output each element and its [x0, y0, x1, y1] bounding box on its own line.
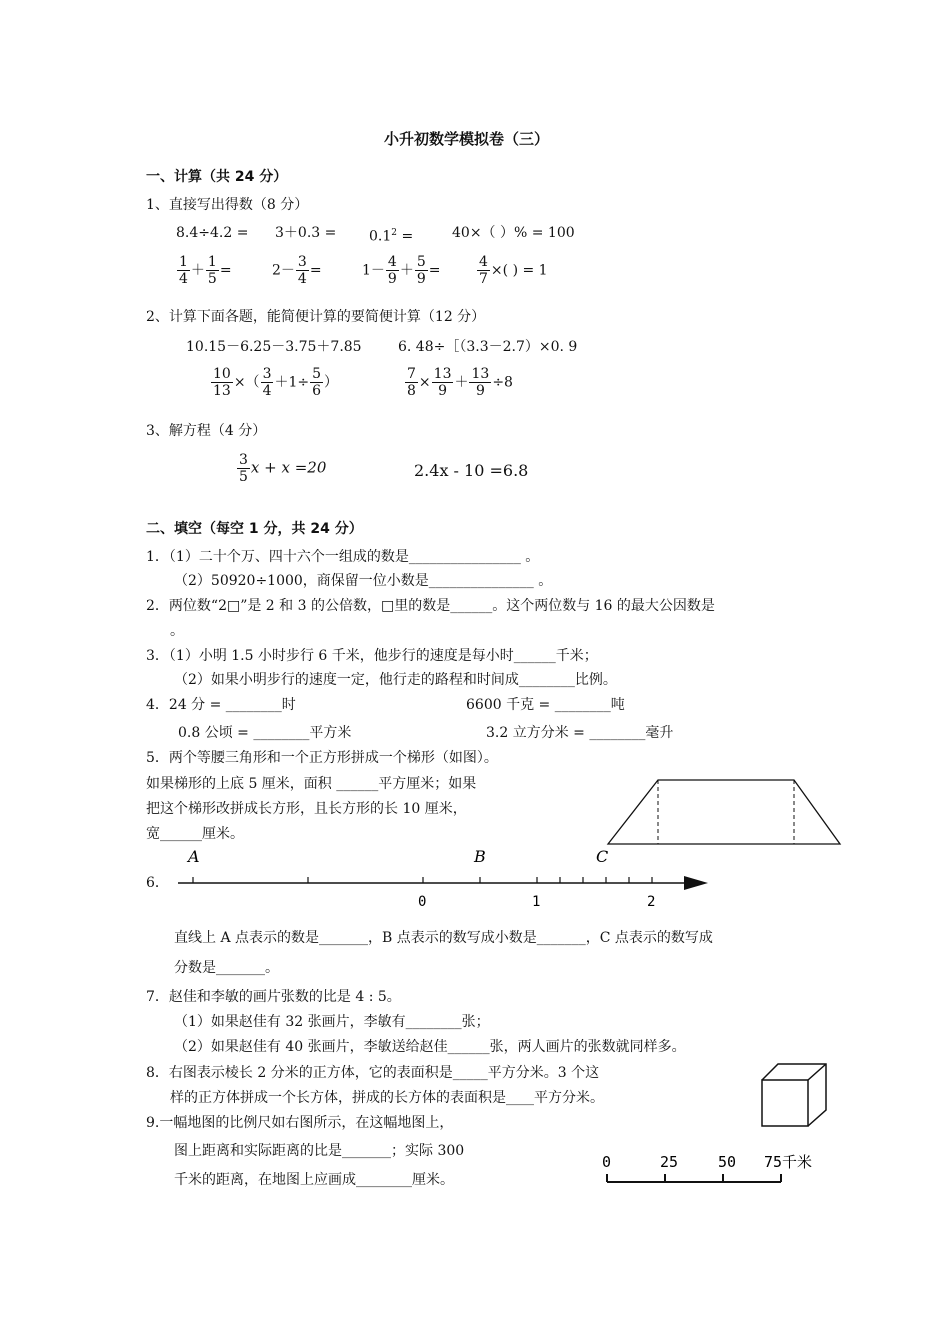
s2-line-17: 分数是_______。 — [174, 960, 279, 976]
scale-label-25: 25 — [660, 1153, 679, 1171]
s2-line-23: 9.一幅地图的比例尺如右图所示，在这幅地图上， — [146, 1115, 454, 1131]
q3-label: 3、解方程（4 分） — [146, 423, 267, 439]
s2-line-16: 直线上 A 点表示的数是_______，B 点表示的数写成小数是_______，C 点表示的数写成 — [174, 930, 713, 946]
s2-line-9: 0.8 公顷 = ________平方米 — [178, 725, 352, 741]
q2-e1: 10.15－6.25－3.75＋7.85 — [186, 339, 362, 355]
s2-line-8: 6600 千克 = ________吨 — [466, 697, 625, 713]
q1-label: 1、直接写出得数（8 分） — [146, 197, 309, 213]
s2-line-24: 图上距离和实际距离的比是_______；实际 300 — [174, 1143, 465, 1159]
s2-line-14: 宽______厘米。 — [146, 826, 244, 842]
section-1-heading: 一、计算（共 24 分） — [146, 169, 288, 185]
q2-label: 2、计算下面各题，能简便计算的要简便计算（12 分） — [146, 309, 486, 325]
q3-eq1: $\frac{3}{5}$ x + x =20 — [239, 452, 327, 485]
s2-line-5: 3．（1）小明 1.5 小时步行 6 千米，他步行的速度是每小时______千米； — [146, 648, 598, 664]
scale-label-75: 75千米 — [764, 1153, 813, 1171]
label-C: C — [596, 847, 609, 866]
scale-bar — [596, 1148, 836, 1188]
scale-label-0: 0 — [602, 1153, 612, 1171]
number-line — [170, 846, 715, 912]
s2-line-3: 2．两位数“2□”是 2 和 3 的公倍数，□里的数是______。这个两位数与 16 的最大公因数是 — [146, 598, 715, 614]
q1-r1-d: 40×（ ）% = 100 — [452, 225, 575, 241]
q1-r2-d: $\frac{4}{7}$ ×( ) = 1 — [479, 254, 548, 287]
s2-line-11: 5．两个等腰三角形和一个正方形拼成一个梯形（如图）。 — [146, 750, 498, 766]
s2-line-10: 3.2 立方分米 = ________毫升 — [486, 725, 674, 741]
s2-line-20: （2）如果赵佳有 40 张画片，李敏送给赵佳______张，两人画片的张数就同样多。 — [174, 1039, 686, 1055]
scale-label-50: 50 — [718, 1153, 737, 1171]
section-2-heading: 二、填空（每空 1 分，共 24 分） — [146, 521, 363, 537]
tick-label-2: 2 — [647, 894, 656, 910]
s2-line-13: 把这个梯形改拼成长方形，且长方形的长 10 厘米， — [146, 801, 467, 817]
s2-line-4: 。 — [170, 623, 184, 639]
s2-line-15: 6． — [146, 875, 169, 891]
s2-line-22: 样的正方体拼成一个长方体，拼成的长方体的表面积是____平方分米。 — [170, 1090, 604, 1106]
page-title: 小升初数学模拟卷（三） — [384, 130, 550, 148]
trapezoid-outline — [608, 780, 840, 844]
q1-r2-c: 1－ $\frac{4}{9}$ ＋ $\frac{5}{9}$ = — [362, 254, 441, 287]
q1-r1-b: 3＋0.3 = — [275, 225, 337, 241]
q1-r1-a: 8.4÷4.2 = — [176, 225, 249, 241]
q2-e2: 6. 48÷［（3.3－2.7）×0. 9 — [398, 339, 578, 355]
label-B: B — [474, 847, 486, 866]
axis-ticks — [193, 877, 652, 883]
s2-line-12: 如果梯形的上底 5 厘米，面积 ______平方厘米；如果 — [146, 776, 477, 792]
q1-r2-b: 2－ $\frac{3}{4}$ = — [272, 254, 322, 287]
s2-line-18: 7．赵佳和李敏的画片张数的比是 4 : 5。 — [146, 989, 401, 1005]
q3-eq2: 2.4x - 10 =6.8 — [414, 461, 529, 480]
s2-line-7: 4．24 分 = ________时 — [146, 697, 296, 713]
label-A: A — [188, 847, 200, 866]
tick-label-1: 1 — [532, 894, 541, 910]
cube-figure — [758, 1060, 830, 1130]
q1-r2-a: $\frac{1}{4}$ ＋ $\frac{1}{5}$ = — [179, 254, 232, 287]
q2-e4: $\frac{7}{8}$ × $\frac{13}{9}$ ＋ $\frac{13}{9}$ ÷8 — [407, 366, 513, 399]
s2-line-21: 8．右图表示棱长 2 分米的正方体，它的表面积是_____平方分米。3 个这 — [146, 1065, 600, 1081]
axis-arrow — [684, 876, 708, 890]
s2-line-19: （1）如果赵佳有 32 张画片，李敏有________张； — [174, 1014, 490, 1030]
s2-line-2: （2）50920÷1000，商保留一位小数是_______________ 。 — [174, 573, 553, 589]
tick-label-0: 0 — [418, 894, 427, 910]
trapezoid-figure — [606, 776, 842, 848]
s2-line-1: 1．（1）二十个万、四十六个一组成的数是________________ 。 — [146, 549, 540, 565]
q1-r1-c: $0.1^2$ = — [369, 228, 414, 245]
q2-e3: $\frac{10}{13}$ ×（ $\frac{3}{4}$ ＋1÷ $\frac{5}{6}$ ） — [213, 366, 339, 399]
s2-line-6: （2）如果小明步行的速度一定，他行走的路程和时间成________比例。 — [174, 672, 617, 688]
scale-ticks — [607, 1174, 781, 1182]
s2-line-25: 千米的距离，在地图上应画成________厘米。 — [174, 1172, 454, 1188]
